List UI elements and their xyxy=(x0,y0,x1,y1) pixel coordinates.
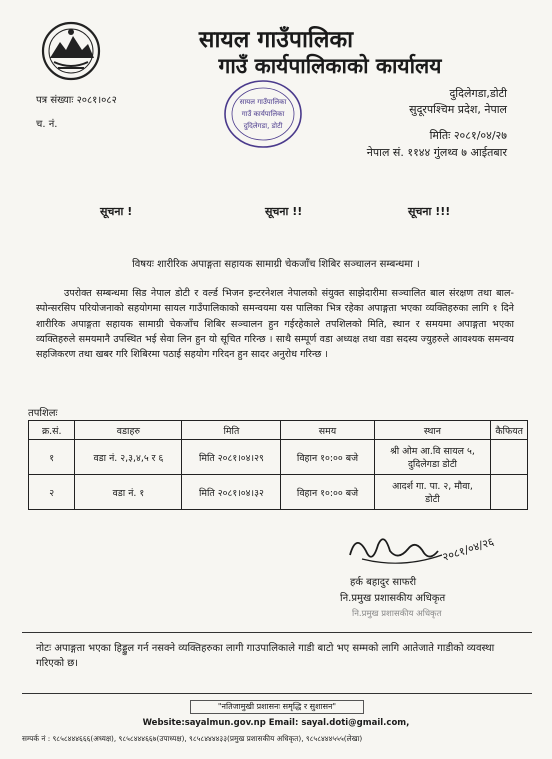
cell-remarks xyxy=(491,475,528,510)
subject-line: विषयः शारीरिक अपाङ्गता सहायक सामाग्री चेकजाँच शिबिर सञ्चालन सम्बन्धमा । xyxy=(132,259,420,270)
footer-motto: "नतिजामुखी प्रशासनः समृद्धि र सुशासन" xyxy=(190,700,364,714)
signatory-faded-title: नि.प्रमुख प्रशासकीय अधिकृत xyxy=(352,609,442,619)
divider-line xyxy=(22,632,532,633)
header-remarks: कैफियत xyxy=(491,421,528,440)
cell-sn: १ xyxy=(29,440,75,475)
place-line2: डोटी xyxy=(425,494,440,505)
notice-heading-2: सूचना !! xyxy=(265,205,303,218)
table-row xyxy=(29,440,528,475)
date-line1: मितिः २०८१/०४/२७ xyxy=(429,129,507,142)
signatory-name: हर्क बहादुर साफरी xyxy=(350,577,417,588)
header-date: मिति xyxy=(182,421,281,440)
footer-divider xyxy=(22,693,532,694)
header-time: समय xyxy=(281,421,374,440)
office-title-line1: सायल गाउँपालिका xyxy=(198,27,354,53)
stamp-text-line1: सायल गाउँपालिका xyxy=(239,98,287,106)
stamp-text-line3: दुदिलेगडा, डोटी xyxy=(243,122,283,130)
table-header-row xyxy=(29,421,528,440)
cell-date: मिति २०८१।०४।३२ xyxy=(182,475,281,510)
address-line2: सुदूरपश्चिम प्रदेश, नेपाल xyxy=(409,103,507,116)
notice-heading-1: सूचना ! xyxy=(100,205,133,218)
cell-date: मिति २०८१।०४।२९ xyxy=(182,440,281,475)
cell-remarks xyxy=(491,440,528,475)
dispatch-number: च. नं. xyxy=(36,119,58,130)
cell-wards: वडा नं. २,३,४,५ र ६ xyxy=(75,440,182,475)
reference-number: पत्र संख्याः २०८१।०८२ xyxy=(36,95,117,106)
table-row xyxy=(29,475,528,510)
address-line1: दुदिलेगडा,डोटी xyxy=(449,87,507,100)
place-line1: आदर्श गा. पा. २, मौवा, xyxy=(392,481,473,492)
signatory-title: नि.प्रमुख प्रशासकीय अधिकृत xyxy=(340,593,446,604)
date-line2: नेपाल सं. ११४४ गुंलथ्व ७ आईतबार xyxy=(366,146,507,159)
footer-contact: सम्पर्क नं : ९८५८४४४६६६(अध्यक्ष), ९८५८४४४६६७(उपाध्यक्ष), ९८५८४४४४३३(प्रमुख प्रशासकीय अधिकृत), ९८५८४४४५५५(लेखा) xyxy=(22,734,363,743)
office-stamp-icon xyxy=(222,78,304,150)
header-wards: वडाहरु xyxy=(75,421,182,440)
schedule-table xyxy=(28,420,528,510)
note-text: नोटः अपाङ्गता भएका हिड्डुल गर्न नसक्ने व्यक्तिहरुका लागी गाउपालिकाले गाडी बाटो भए सम्मको लागि आतेजाते गाडीको व्यवस्था गरिएको छ। xyxy=(36,643,495,669)
stamp-text-line2: गाउँ कार्यपालिका xyxy=(241,110,285,118)
cell-sn: २ xyxy=(29,475,75,510)
header-place: स्थान xyxy=(374,421,491,440)
signature-icon xyxy=(342,525,502,573)
place-line2: दुदिलेगडा डोटी xyxy=(407,459,457,470)
place-line1: श्री ओम आ.वि सायल ५, xyxy=(390,446,475,457)
body-paragraph: उपरोक्त सम्बन्धमा सिड नेपाल डोटी र वर्ल्ड भिजन इन्टरनेशल नेपालको संयुक्त साझेदारीमा सञ्चालित बाल संरक्षण तथा बाल-स्पोन्सरसिप परियोजनाको सहयोगमा सायल गाउँपालिकाको समन्वयमा यस पालिका भित्र रहेका अपाङ्गता भएका व्यक्तिहरुका लागि १ दिने शारीरिक अपाङ्गता सहायक सामाग्री चेकजाँच शिबिर सञ्चालन हुन गईरहेकाले तपशिलको मिति, स्थान र समयमा अपाङ्गता भएका व्यक्तिहरुले समयमानै उपस्थित भई सेवा लिन हुन यो सूचित गरिन्छ । साथै सम्पूर्ण वडा अध्यक्ष तथा वडा सदस्य ज्युहरुले आवश्यक समन्वय सहजिकरण तथा खबर गरि शिबिरमा पठाई सहयोग गरिदन हुन सादर अनुरोध गरिन्छ । xyxy=(36,288,514,361)
notice-heading-3: सूचना !!! xyxy=(408,205,451,218)
header-sn: क्र.सं. xyxy=(29,421,75,440)
office-title-line2: गाउँ कार्यपालिकाको कार्यालय xyxy=(218,54,442,78)
table-label: तपशिलः xyxy=(28,408,58,419)
cell-wards: वडा नं. १ xyxy=(75,475,182,510)
cell-time: विहान १०:०० बजे xyxy=(281,440,374,475)
cell-place xyxy=(374,440,491,475)
footer-website: Website:sayalmun.gov.np Email: sayal.doti@gmail.com, xyxy=(142,718,410,728)
cell-place xyxy=(374,475,491,510)
handwritten-date: २०८१/०४/२६ xyxy=(440,535,496,564)
cell-time: विहान १०:०० बजे xyxy=(281,475,374,510)
